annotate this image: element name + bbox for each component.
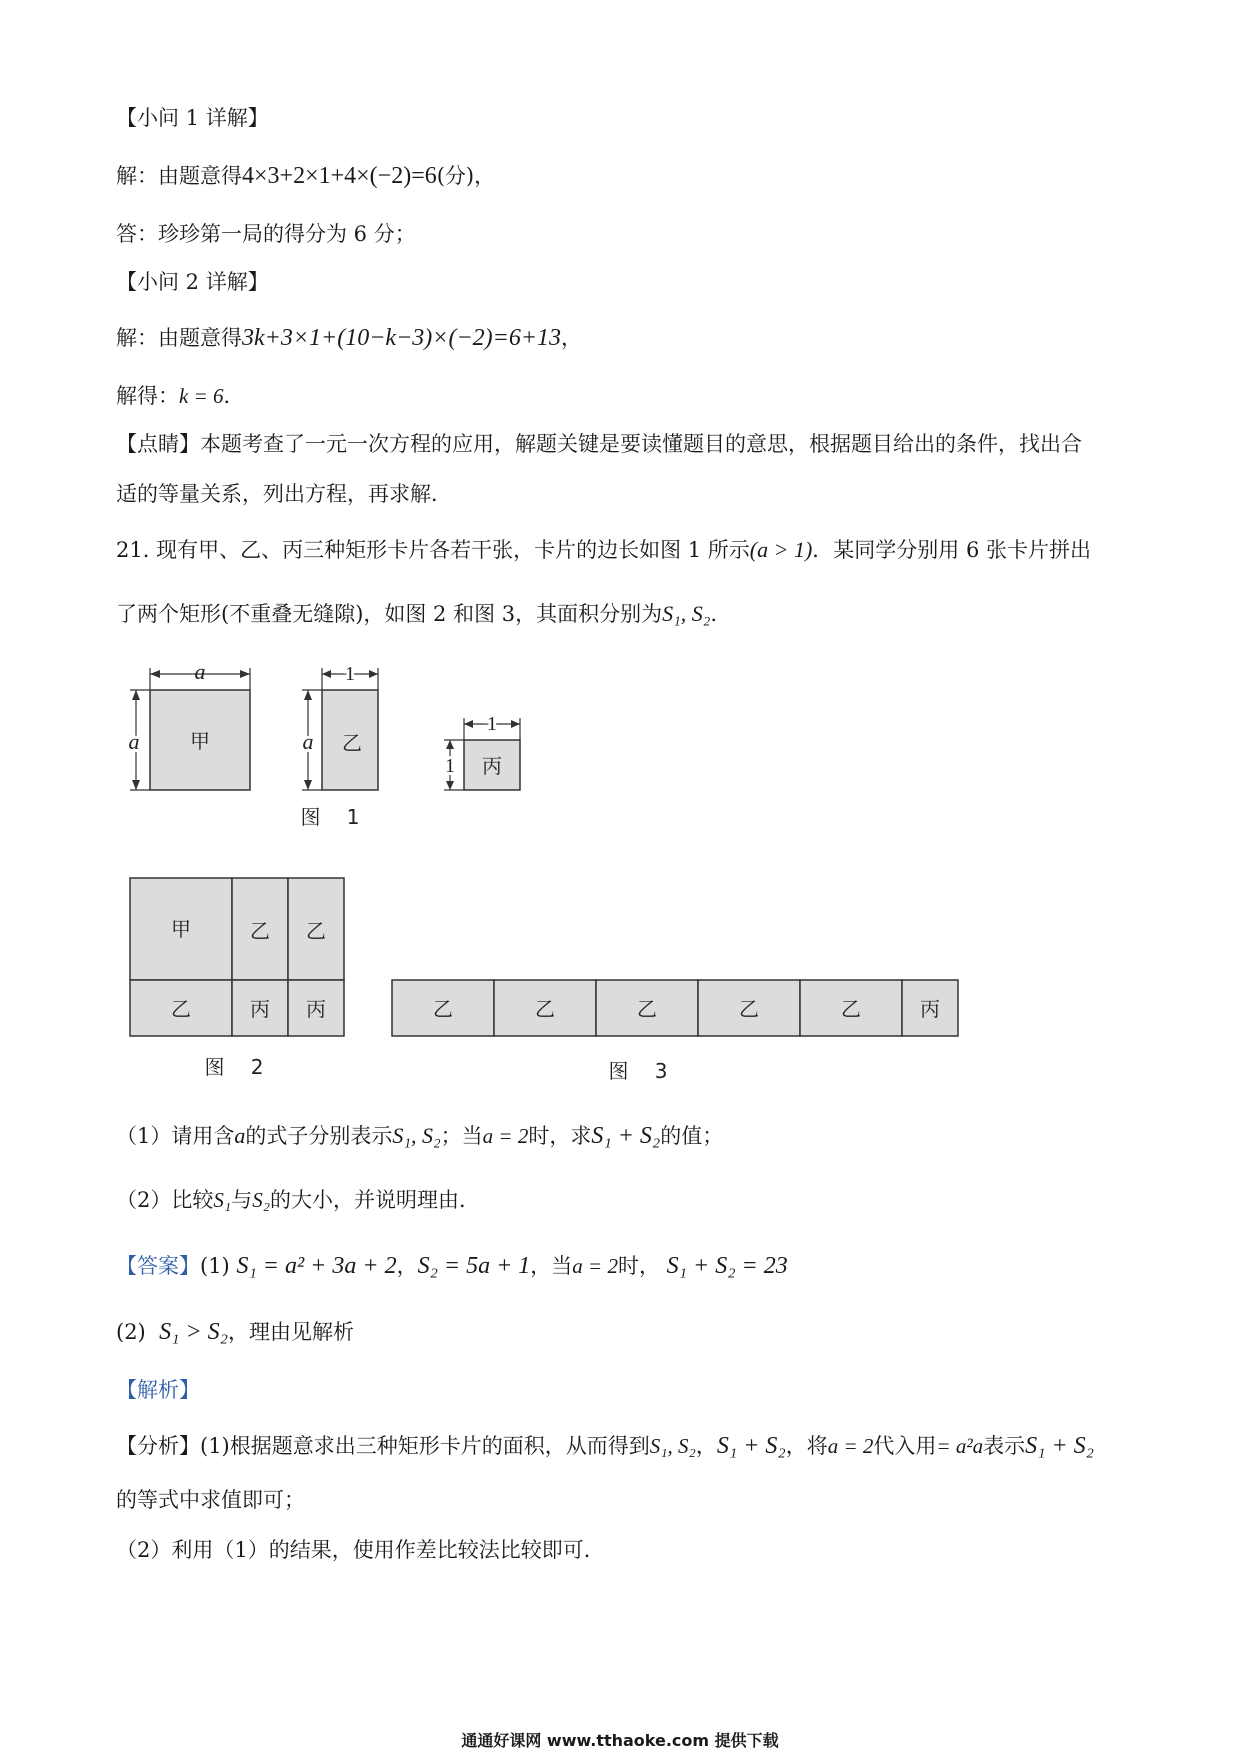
fig3-label: 乙: [637, 997, 657, 1021]
answer-2-comparison: S₁ > S₂: [159, 1319, 228, 1345]
sub1-text-a: （1）请用含: [116, 1124, 235, 1148]
fig2-label: 乙: [250, 919, 270, 943]
sub1-areas: S₁, S₂: [392, 1123, 441, 1148]
q2-result-prefix: 解得：: [116, 384, 179, 408]
q2-solution: [116, 324, 582, 352]
analysis-text-c: ，将: [785, 1434, 828, 1458]
comment-line-2: 适的等量关系，列出方程，再求解．: [116, 482, 452, 506]
answer-2-index: (2): [116, 1320, 146, 1344]
problem-21-text-a: 21. 现有甲、乙、丙三种矩形卡片各若干张，卡片的边长如图 1 所示: [116, 538, 750, 562]
analysis-text-d: 代入用: [873, 1434, 937, 1458]
sub1-text-c: ；当: [440, 1124, 483, 1148]
problem-21-condition: (a > 1): [749, 537, 813, 562]
sub2-text-c: 的大小，并说明理由．: [270, 1188, 480, 1212]
sub1-condition: a = 2: [482, 1124, 529, 1148]
fig3-label: 乙: [535, 997, 555, 1021]
answer-1-s1: S₁ = a² + 3a + 2: [236, 1253, 397, 1279]
analysis-text-b: ，: [695, 1434, 717, 1458]
fig3-label: 丙: [920, 997, 940, 1021]
q2-result: [116, 382, 245, 410]
dim-a-top: a: [194, 660, 206, 684]
q1-answer: 答：珍珍第一局的得分为 6 分；: [116, 222, 416, 246]
figure-3: [388, 976, 972, 1086]
dim-a-left: a: [128, 729, 140, 754]
analysis-line-2: 的等式中求值即可；: [116, 1488, 305, 1512]
fig3-label: 乙: [739, 997, 759, 1021]
fig2-label: 丙: [306, 997, 326, 1021]
q1-solution-prefix: 解：由题意得: [116, 164, 242, 188]
answer-line-2: [116, 1318, 354, 1346]
answer-1-index: (1): [200, 1254, 230, 1278]
q2-solution-suffix: ，: [561, 326, 583, 350]
sub1-var: a: [234, 1123, 246, 1148]
comment-line-1: 【点睛】本题考查了一元一次方程的应用，解题关键是要读懂题目的意思，根据题目给出的条件，找出合: [116, 432, 1082, 456]
problem-21-areas: S₁, S₂: [662, 601, 711, 626]
analysis-expression: = a²a: [936, 1434, 984, 1458]
sub2-s2: S₂: [252, 1188, 270, 1212]
answer-1-sep: ，: [396, 1254, 418, 1278]
figure-1: [120, 660, 580, 840]
sub1-sum: S₁ + S₂: [591, 1123, 661, 1149]
fig2-label: 乙: [171, 997, 191, 1021]
analysis-text-a: 【分析】(1)根据题意求出三种矩形卡片的面积，从而得到: [116, 1434, 650, 1458]
fig3-label: 乙: [841, 997, 861, 1021]
card-bing-label: 丙: [482, 754, 502, 778]
sub2-text-b: 与: [231, 1188, 253, 1212]
analysis-condition: a = 2: [827, 1434, 874, 1458]
q1-solution-unit: (分)，: [436, 164, 496, 188]
analysis-text-f: 表示: [983, 1434, 1026, 1458]
answer-1-sum: S₁ + S₂ = 23: [666, 1253, 788, 1279]
analysis-sum: S₁ + S₂: [716, 1433, 786, 1459]
figure-2-caption: 图 2: [204, 1055, 264, 1079]
fig2-label: 甲: [171, 917, 191, 941]
card-jia-label: 甲: [190, 729, 210, 753]
sub-question-2: [116, 1186, 480, 1214]
q2-solution-expression: 3k+3×1+(10−k−3)×(−2)=6+13: [242, 325, 562, 351]
q1-solution-expression: 4×3+2×1+4×(−2)=6: [242, 163, 437, 189]
answer-1-condition: a = 2: [572, 1254, 618, 1278]
problem-21-line-2: [116, 600, 731, 628]
fig2-label: 乙: [306, 919, 326, 943]
dim-1-yi-top: 1: [345, 663, 355, 685]
problem-21-text-c: 了两个矩形(不重叠无缝隙)，如图 2 和图 3，其面积分别为: [116, 602, 663, 626]
answer-1-text-c: 时，: [617, 1254, 660, 1278]
figure-3-caption: 图 3: [608, 1059, 668, 1083]
q2-solution-prefix: 解：由题意得: [116, 326, 242, 350]
dim-a-yi: a: [302, 729, 314, 754]
q1-solution: [116, 162, 495, 190]
footer-source: 通通好课网 www.tthaoke.com 提供下载: [461, 1731, 779, 1750]
answer-tag: 【答案】: [116, 1254, 200, 1278]
problem-21-text-d: ．: [710, 602, 732, 626]
sub1-text-d: 时，求: [528, 1124, 592, 1148]
q1-heading: 【小问 1 详解】: [116, 106, 269, 130]
sub2-text-a: （2）比较: [116, 1188, 214, 1212]
analysis-line-3: （2）利用（1）的结果，使用作差比较法比较即可．: [116, 1538, 605, 1562]
answer-1-s2: S₂ = 5a + 1: [417, 1253, 531, 1279]
fig2-label: 丙: [250, 997, 270, 1021]
answer-line-1: [116, 1252, 788, 1280]
dim-1-bing-left: 1: [445, 755, 455, 777]
analysis-sum-2: S₁ + S₂: [1025, 1433, 1095, 1459]
problem-21-line-1: [116, 536, 1091, 564]
answer-2-text: ，理由见解析: [228, 1320, 354, 1344]
q2-result-suffix: ．: [223, 384, 245, 408]
sub1-text-b: 的式子分别表示: [245, 1124, 393, 1148]
figure-2: [124, 876, 354, 1096]
figure-1-caption: 图 1: [300, 805, 360, 829]
problem-21-text-b: ．某同学分别用 6 张卡片拼出: [812, 538, 1091, 562]
sub1-text-e: 的值；: [660, 1124, 724, 1148]
card-yi-label: 乙: [342, 731, 362, 755]
analysis-line-1: [116, 1432, 1094, 1460]
sub2-s1: S₁: [213, 1188, 232, 1212]
analysis-tag: 【解析】: [116, 1378, 200, 1402]
answer-1-text-b: ，当: [530, 1254, 573, 1278]
q2-heading: 【小问 2 详解】: [116, 270, 269, 294]
sub-question-1: [116, 1122, 723, 1150]
q2-result-expression: k = 6: [179, 384, 224, 408]
dim-1-bing-top: 1: [487, 713, 497, 735]
analysis-areas: S₁, S₂: [649, 1434, 696, 1458]
fig3-label: 乙: [433, 997, 453, 1021]
